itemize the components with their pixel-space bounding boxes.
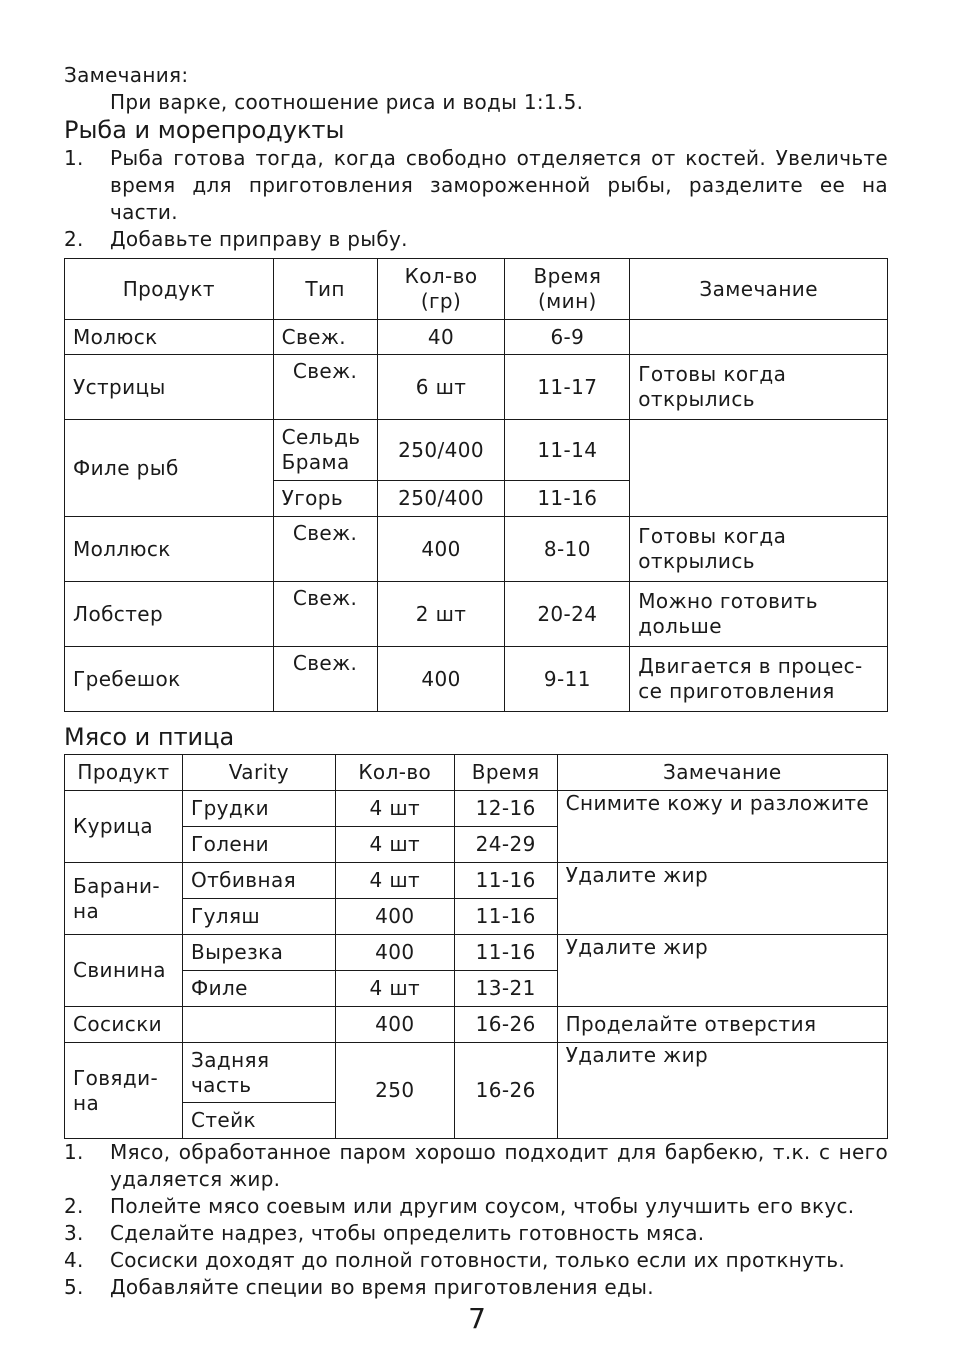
list-item: 1. Рыба готова тогда, когда свободно отделяется от костей. Увеличьте время для приготовления замороженной рыбы, разделите ее на части.	[64, 146, 888, 224]
cell-product: Барани-на	[65, 863, 183, 935]
list-item: 4. Сосиски доходят до полной готовности, только если их проткнуть.	[64, 1248, 846, 1272]
cell-time: 12-16	[454, 791, 557, 827]
cell-time: 20-24	[505, 582, 630, 647]
fish-table	[64, 258, 888, 712]
cell-time: 11-17	[505, 355, 630, 420]
cell-product: Гребешок	[65, 647, 274, 712]
cell-qty: 4 шт	[335, 863, 454, 899]
meat-notes-list	[64, 1139, 888, 1301]
table-row	[65, 517, 888, 582]
cell-qty: 4 шт	[335, 791, 454, 827]
cell-time: 11-16	[454, 935, 557, 971]
table-header-row	[65, 259, 888, 320]
cell-note: Удалите жир	[557, 935, 887, 1007]
col-header-type: Тип	[273, 259, 377, 320]
cell-varity: Стейк	[182, 1103, 335, 1139]
cell-varity	[182, 1007, 335, 1043]
cell-qty: 4 шт	[335, 827, 454, 863]
cell-product: Устрицы	[65, 355, 274, 420]
cell-note: Проделайте отверстия	[557, 1007, 887, 1043]
col-header-note: Замечание	[557, 755, 887, 791]
col-header-qty: Кол-во	[335, 755, 454, 791]
cell-type: Угорь	[273, 481, 377, 517]
cell-type: Свеж.	[273, 582, 377, 647]
list-item: 1. Мясо, обработанное паром хорошо подходит для барбекю, т.к. с него удаляется жир.	[64, 1140, 888, 1191]
page-number: 7	[468, 1302, 486, 1335]
cell-product: Сосиски	[65, 1007, 183, 1043]
cell-product: Филе рыб	[65, 420, 274, 517]
cell-product: Молюск	[65, 320, 274, 355]
cell-time: 9-11	[505, 647, 630, 712]
cell-qty: 250/400	[377, 420, 505, 481]
table-row	[65, 355, 888, 420]
fish-notes-list	[64, 145, 888, 253]
cell-time: 16-26	[454, 1007, 557, 1043]
table-row	[65, 863, 888, 899]
cell-qty: 400	[335, 1007, 454, 1043]
cell-note	[630, 420, 888, 517]
cell-type: Свеж.	[273, 517, 377, 582]
cell-time: 11-16	[505, 481, 630, 517]
cell-qty: 4 шт	[335, 971, 454, 1007]
rice-note-label: Замечания:	[64, 63, 189, 87]
cell-qty: 250	[335, 1043, 454, 1139]
cell-varity: Отбивная	[182, 863, 335, 899]
cell-product: Моллюск	[65, 517, 274, 582]
list-item: 2. Добавьте приправу в рыбу.	[64, 227, 408, 251]
col-header-time: Время	[454, 755, 557, 791]
cell-time: 16-26	[454, 1043, 557, 1139]
table-row	[65, 935, 888, 971]
list-item: 5. Добавляйте специи во время приготовления еды.	[64, 1275, 654, 1299]
col-header-varity: Varity	[182, 755, 335, 791]
cell-note: Готовы когда открылись	[630, 355, 888, 420]
cell-product: Свинина	[65, 935, 183, 1007]
table-row	[65, 647, 888, 712]
cell-time: 8-10	[505, 517, 630, 582]
table-row	[65, 791, 888, 827]
list-item: 3. Сделайте надрез, чтобы определить готовность мяса.	[64, 1221, 705, 1245]
cell-type: Свеж.	[273, 320, 377, 355]
cell-note	[630, 320, 888, 355]
cell-varity: Задняя часть	[182, 1043, 335, 1103]
cell-varity: Филе	[182, 971, 335, 1007]
table-row	[65, 1043, 888, 1103]
cell-varity: Вырезка	[182, 935, 335, 971]
cell-type: Свеж.	[273, 647, 377, 712]
table-header-row	[65, 755, 888, 791]
fish-section-title: Рыба и морепродукты	[64, 116, 345, 144]
cell-varity: Гуляш	[182, 899, 335, 935]
cell-time: 13-21	[454, 971, 557, 1007]
cell-note: Можно готовить дольше	[630, 582, 888, 647]
cell-varity: Грудки	[182, 791, 335, 827]
col-header-time: Время (мин)	[505, 259, 630, 320]
col-header-product: Продукт	[65, 259, 274, 320]
cell-qty: 250/400	[377, 481, 505, 517]
cell-note: Готовы когда открылись	[630, 517, 888, 582]
cell-qty: 2 шт	[377, 582, 505, 647]
cell-qty: 400	[335, 935, 454, 971]
page-content	[64, 62, 888, 1301]
cell-type: Свеж.	[273, 355, 377, 420]
cell-time: 11-16	[454, 863, 557, 899]
cell-varity: Голени	[182, 827, 335, 863]
cell-product: Говяди-на	[65, 1043, 183, 1139]
meat-section-title: Мясо и птица	[64, 723, 235, 751]
cell-product: Лобстер	[65, 582, 274, 647]
rice-note-text: При варке, соотношение риса и воды 1:1.5.	[110, 90, 584, 114]
table-row	[65, 320, 888, 355]
cell-qty: 6 шт	[377, 355, 505, 420]
col-header-product: Продукт	[65, 755, 183, 791]
cell-product: Курица	[65, 791, 183, 863]
cell-time: 11-16	[454, 899, 557, 935]
table-row	[65, 420, 888, 481]
cell-time: 11-14	[505, 420, 630, 481]
cell-time: 6-9	[505, 320, 630, 355]
list-item: 2. Полейте мясо соевым или другим соусом, чтобы улучшить его вкус.	[64, 1194, 855, 1218]
table-row	[65, 582, 888, 647]
table-row	[65, 1007, 888, 1043]
cell-note: Двигается в процес-се приготовления	[630, 647, 888, 712]
cell-time: 24-29	[454, 827, 557, 863]
cell-qty: 400	[377, 517, 505, 582]
cell-note: Снимите кожу и разложите	[557, 791, 887, 863]
cell-qty: 400	[377, 647, 505, 712]
cell-qty: 40	[377, 320, 505, 355]
cell-type: Сельдь Брама	[273, 420, 377, 481]
col-header-qty: Кол-во (гр)	[377, 259, 505, 320]
meat-table	[64, 754, 888, 1139]
cell-note: Удалите жир	[557, 1043, 887, 1139]
col-header-note: Замечание	[630, 259, 888, 320]
cell-qty: 400	[335, 899, 454, 935]
cell-note: Удалите жир	[557, 863, 887, 935]
